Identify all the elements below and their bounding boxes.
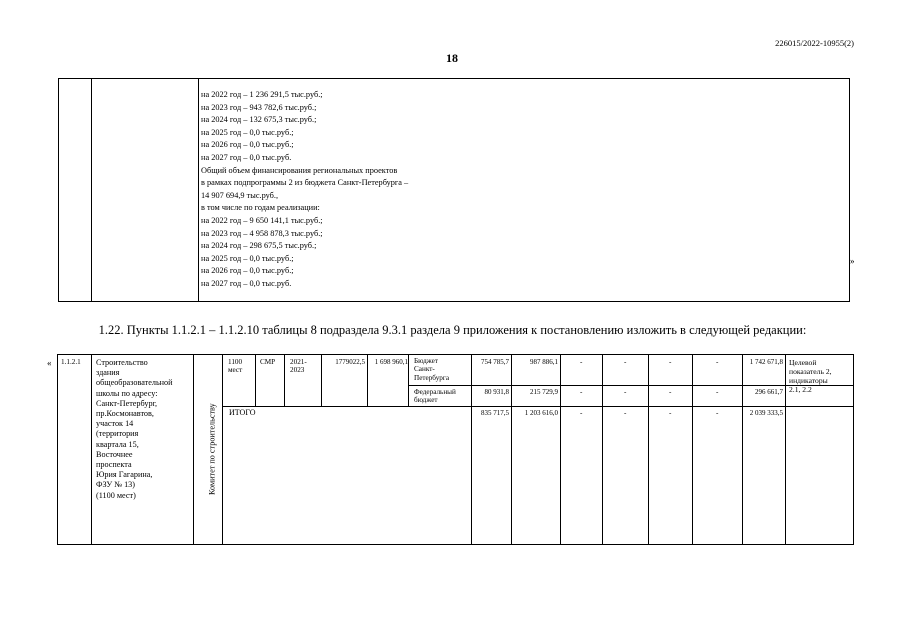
funding-line: на 2025 год – 0,0 тыс.руб.; — [201, 127, 294, 137]
value-2025: - — [624, 388, 627, 396]
source-line: Федеральный — [414, 388, 456, 396]
indicator-line: Целевой — [789, 358, 817, 367]
opening-quote: « — [47, 358, 52, 368]
source-line: Петербурга — [414, 373, 450, 382]
column-divider — [193, 355, 194, 544]
value-2024: - — [580, 388, 583, 396]
description-line: общеобразовательной — [96, 378, 173, 388]
cost-remaining: 1 698 960,1 — [374, 358, 408, 366]
column-divider — [255, 355, 256, 406]
project-description — [96, 358, 192, 501]
column-divider — [511, 355, 512, 544]
indicator-line: индикаторы — [789, 376, 828, 385]
value-2023: 215 729,9 — [530, 388, 558, 396]
funding-line: на 2027 год – 0,0 тыс.руб. — [201, 152, 292, 162]
column-divider — [408, 355, 409, 406]
years-end: 2023 — [290, 366, 305, 375]
closing-quote: » — [850, 256, 855, 266]
description-line: Юрия Гагарина, — [96, 470, 153, 480]
document-number: 226015/2022-10955(2) — [775, 38, 854, 48]
column-divider — [785, 355, 786, 544]
description-line: квартала 15, — [96, 439, 139, 449]
itogo-2026: - — [669, 409, 672, 417]
capacity-value: 1100 — [228, 358, 243, 366]
itogo-2027: - — [716, 409, 719, 417]
indicator-line: показатель 2, — [789, 367, 832, 376]
description-line: Восточнее — [96, 449, 133, 459]
indicator-line: 2.1, 2.2 — [789, 385, 812, 394]
funding-line: на 2026 год – 0,0 тыс.руб.; — [201, 266, 294, 276]
description-line: (1100 мест) — [96, 490, 136, 500]
capacity — [228, 358, 254, 375]
value-2022: 80 931,8 — [484, 388, 509, 396]
itogo-2024: - — [580, 409, 583, 417]
itogo-2025: - — [624, 409, 627, 417]
source-line: Бюджет — [414, 357, 438, 365]
target-indicator — [789, 358, 851, 394]
description-line: Строительство — [96, 358, 148, 367]
funding-line: на 2022 год – 1 236 291,5 тыс.руб.; — [201, 90, 323, 99]
cost-total: 1779022,5 — [335, 358, 365, 366]
description-line: ФЗУ № 13) — [96, 480, 135, 490]
value-total: 1 742 671,8 — [749, 358, 783, 366]
funding-text — [201, 89, 501, 291]
value-2022: 754 785,7 — [481, 358, 509, 366]
value-2024: - — [580, 358, 583, 366]
funding-table-fragment — [58, 78, 850, 302]
column-divider — [198, 79, 199, 301]
item-number: 1.1.2.1 — [61, 358, 81, 366]
funding-line: в том числе по годам реализации: — [201, 203, 320, 213]
itogo-2023: 1 203 616,0 — [524, 409, 558, 417]
description-line: здания — [96, 368, 120, 378]
value-2027: - — [716, 358, 719, 366]
column-divider — [648, 355, 649, 544]
description-line: пр.Космонавтов, — [96, 409, 154, 419]
column-divider — [471, 355, 472, 544]
source-line: Санкт- — [414, 365, 435, 374]
funding-line: на 2024 год – 132 675,3 тыс.руб.; — [201, 115, 317, 125]
funding-line: на 2024 год – 298 675,5 тыс.руб.; — [201, 241, 317, 251]
years — [290, 358, 320, 375]
description-line: участок 14 — [96, 419, 134, 429]
description-line: Санкт-Петербург, — [96, 398, 158, 408]
years-start: 2021- — [290, 358, 307, 366]
funding-line: 14 907 694,9 тыс.руб., — [201, 190, 279, 200]
funding-line: на 2025 год – 0,0 тыс.руб.; — [201, 253, 294, 263]
funding-source — [414, 388, 470, 405]
executor-label: Комитет по строительству — [207, 403, 217, 496]
funding-line: на 2026 год – 0,0 тыс.руб.; — [201, 140, 294, 150]
column-divider — [742, 355, 743, 544]
column-divider — [91, 355, 92, 544]
funding-line: на 2023 год – 943 782,6 тыс.руб.; — [201, 102, 317, 112]
description-line: школы по адресу: — [96, 388, 158, 398]
funding-source — [414, 357, 470, 382]
source-line: бюджет — [414, 396, 438, 405]
funding-line: на 2023 год – 4 958 878,3 тыс.руб.; — [201, 228, 323, 238]
capacity-unit: мест — [228, 366, 243, 375]
itogo-2022: 835 717,5 — [481, 409, 509, 417]
description-line: проспекта — [96, 460, 132, 470]
column-divider — [284, 355, 285, 406]
amendment-heading: 1.22. Пункты 1.1.2.1 – 1.1.2.10 таблицы 8 подраздела 9.3.1 раздела 9 приложения к постановлению изложить в следующей редакции: — [98, 323, 807, 337]
column-divider — [692, 355, 693, 544]
funding-line: в рамках подпрограммы 2 из бюджета Санкт-Петербурга – — [201, 178, 409, 188]
column-divider — [602, 355, 603, 544]
value-2026: - — [669, 358, 672, 366]
funding-line: на 2022 год – 9 650 141,1 тыс.руб.; — [201, 215, 323, 225]
funding-line: Общий объем финансирования региональных проектов — [201, 165, 398, 175]
value-total: 296 661,7 — [755, 388, 783, 396]
project-table — [57, 354, 854, 545]
work-type: СМР — [260, 358, 276, 366]
column-divider — [560, 355, 561, 544]
description-line: (территория — [96, 429, 139, 439]
value-2027: - — [716, 388, 719, 396]
column-divider — [91, 79, 92, 301]
value-2026: - — [669, 388, 672, 396]
value-2025: - — [624, 358, 627, 366]
funding-line: на 2027 год – 0,0 тыс.руб. — [201, 278, 292, 288]
page-number: 18 — [446, 51, 458, 65]
value-2023: 987 886,1 — [530, 358, 558, 366]
itogo-label: ИТОГО — [229, 408, 256, 417]
row-divider — [222, 406, 854, 407]
itogo-total: 2 039 333,5 — [749, 409, 783, 417]
row-divider — [409, 385, 854, 386]
